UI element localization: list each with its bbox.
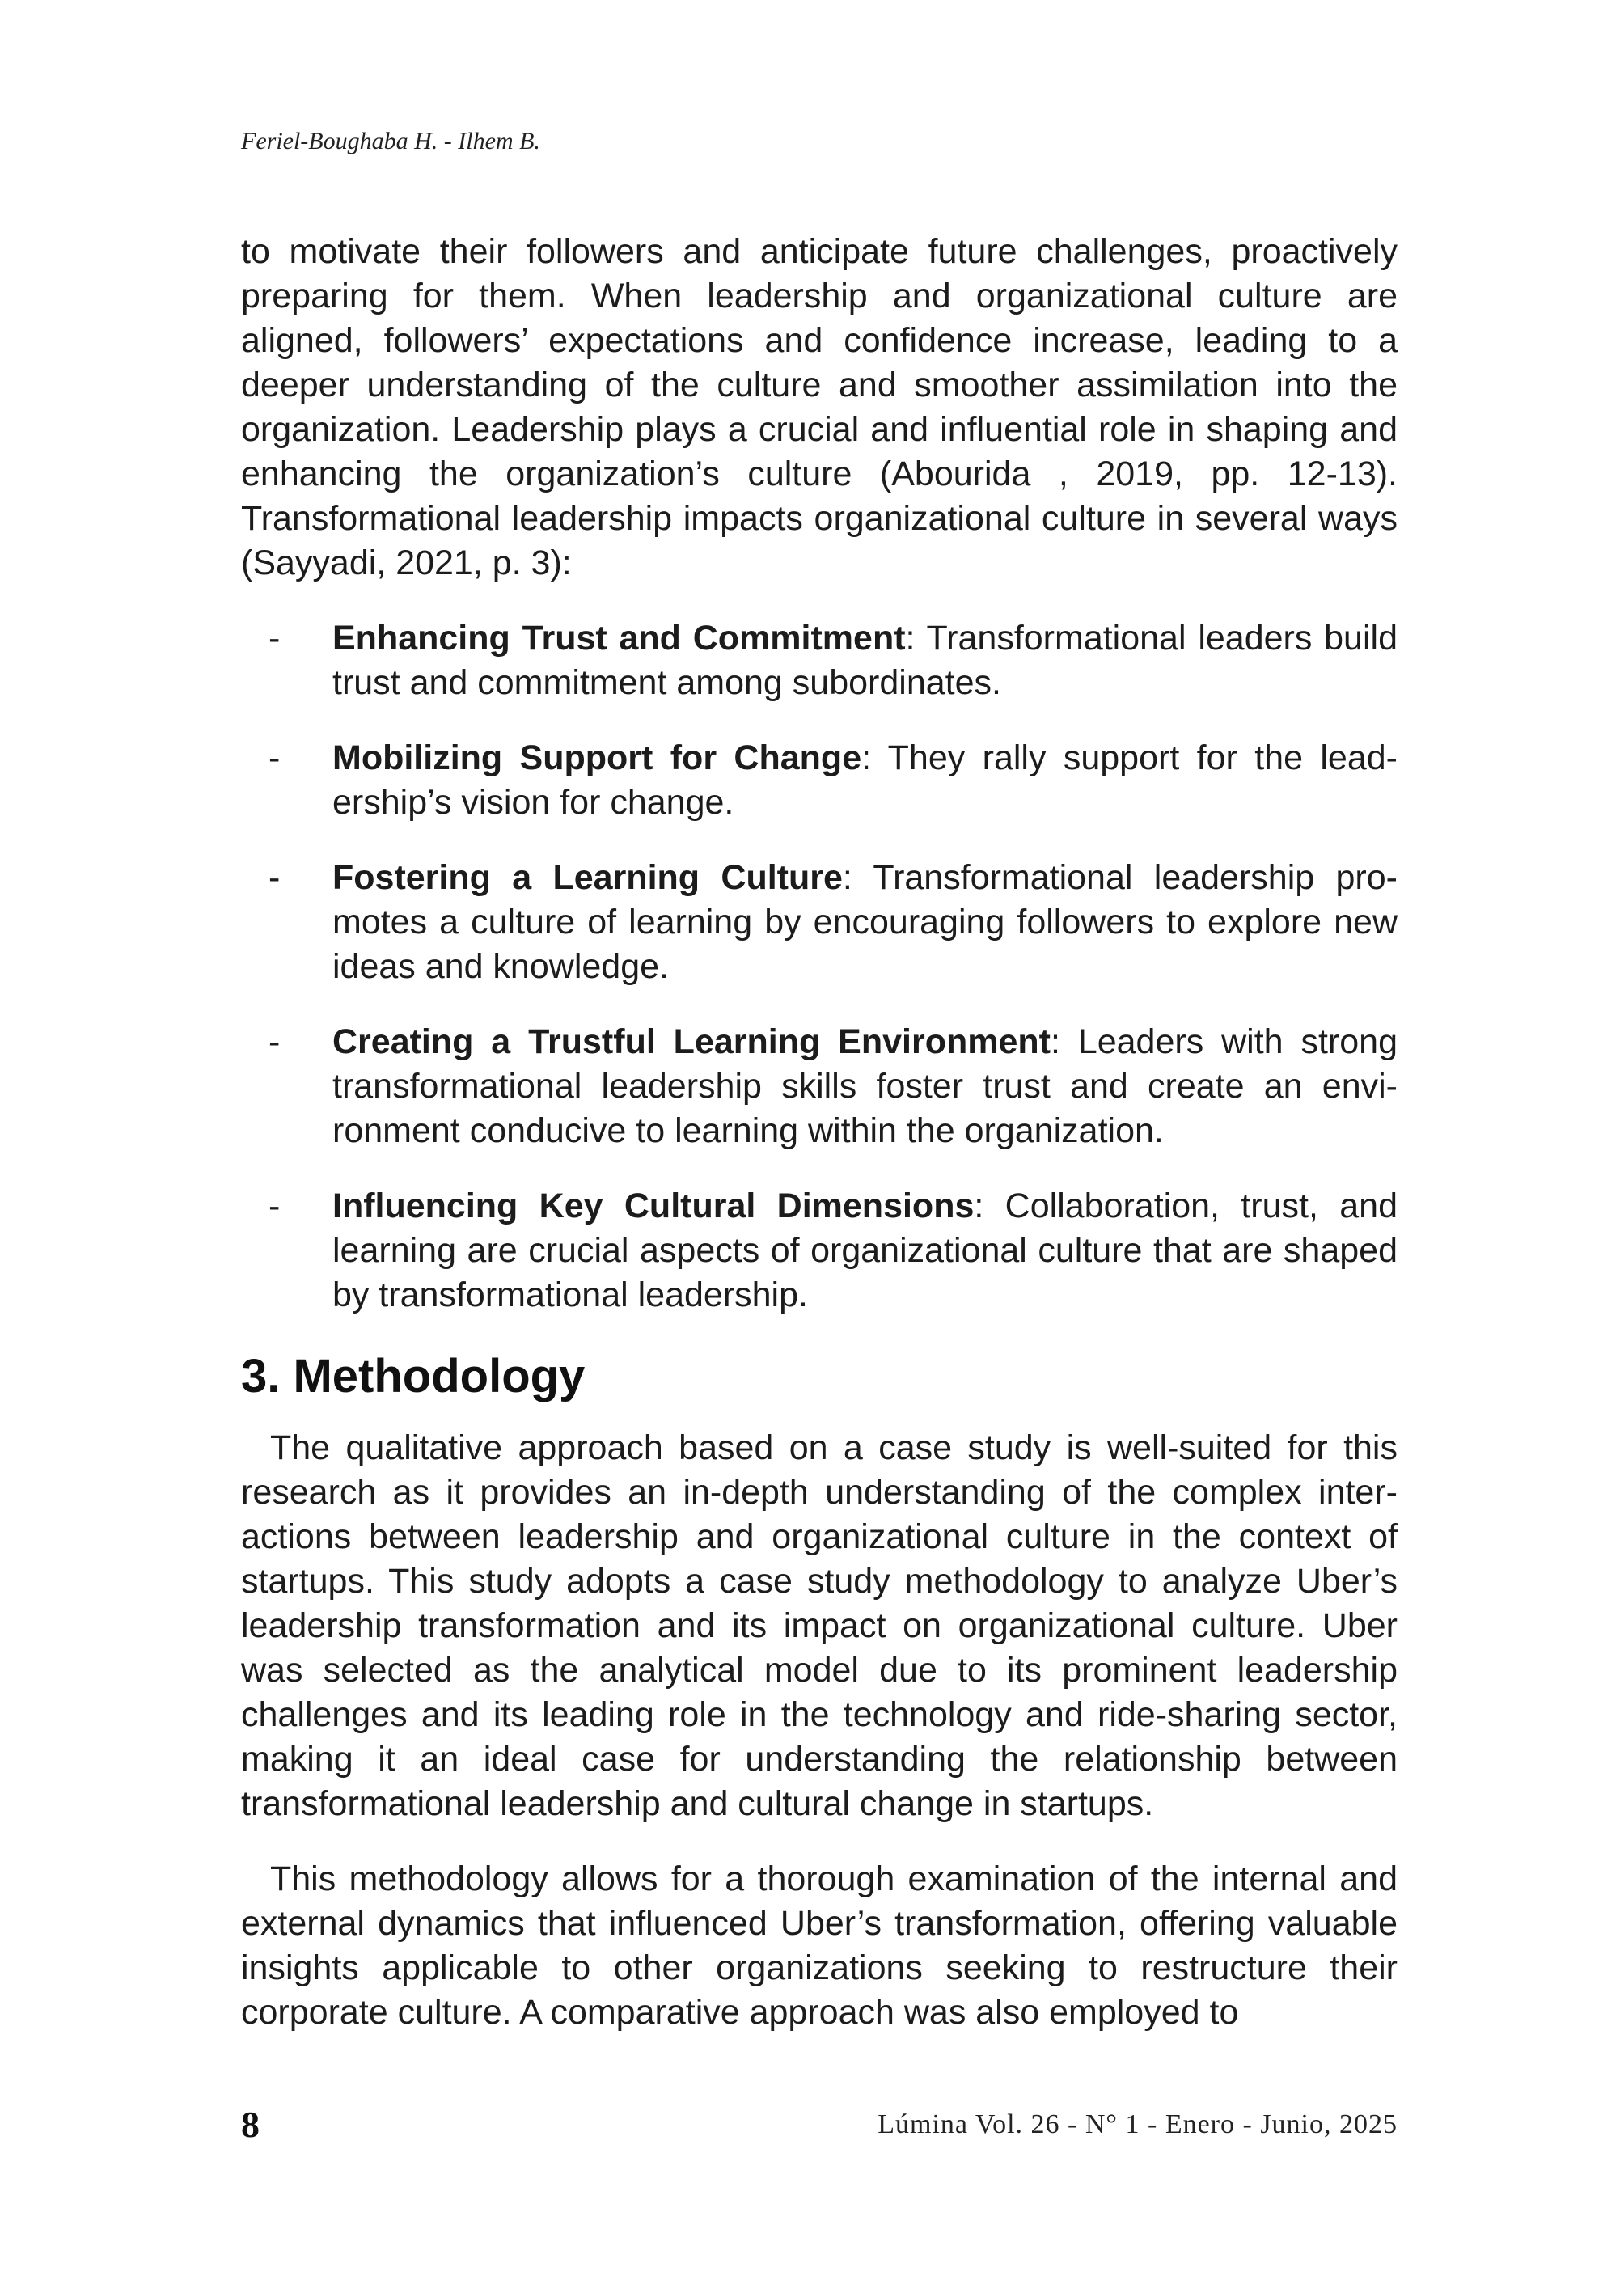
bullet-list xyxy=(241,616,1398,1318)
bullet-text: : Transformational leadership promotes a culture of learning by encouraging followers to explore new ideas and knowledge. xyxy=(332,858,1398,986)
bullet-dash: - xyxy=(269,858,281,897)
bullet-text: : Leaders with strong transformational leadership skills foster trust and create an environment conducive to learning within the organization. xyxy=(332,1022,1398,1150)
bullet-item xyxy=(241,736,1398,825)
bullet-dash: - xyxy=(269,738,281,777)
bullet-term: Creating a Trustful Learning Environment xyxy=(332,1022,1051,1061)
methodology-paragraph: The qualitative approach based on a case study is well-suited for this research as it provides an in-depth understanding of the complex interactions between leadership and organizational culture in the context of startups. This study adopts a case study methodology to analyze Uber’s leadership transformation and its impact on organizational culture. Uber was selected as the analytical model due to its prominent leadership challenges and its leading role in the technology and ride-sharing sector, making it an ideal case for understanding the relationship between transformational leadership and cultural change in startups. xyxy=(241,1428,1398,1823)
bullet-term: Influencing Key Cultural Dimensions xyxy=(332,1187,975,1225)
methodology-paragraph: This methodology allows for a thorough examination of the internal and external dynamics that influenced Uber’s transformation, offering valuable insights applicable to other organizations seeking to restructure their corporate culture. A comparative approach was also employed to xyxy=(241,1859,1398,2032)
bullet-text: : Collaboration, trust, and learning are crucial aspects of organizational culture that are shaped by transformational leadership. xyxy=(332,1187,1398,1314)
running-head-authors: Feriel-Boughaba H. - Ilhem B. xyxy=(241,128,540,154)
bullet-term: Fostering a Learning Culture xyxy=(332,858,843,897)
section-heading: 3. Methodology xyxy=(241,1350,586,1402)
bullet-item xyxy=(241,1184,1398,1318)
journal-citation: Lúmina Vol. 26 - N° 1 - Enero - Junio, 2025 xyxy=(878,2109,1398,2139)
bullet-dash: - xyxy=(269,1187,281,1225)
bullet-term: Mobilizing Support for Change xyxy=(332,738,862,777)
bullet-text: : They rally support for the leadership’s vision for change. xyxy=(332,738,1398,822)
page-number: 8 xyxy=(241,2104,260,2145)
bullet-item xyxy=(241,856,1398,989)
page-footer xyxy=(241,2103,1398,2151)
bullet-item xyxy=(241,1020,1398,1153)
bullet-text: : Transformational leaders build trust and commitment among subordinates. xyxy=(332,619,1398,702)
intro-paragraph: to motivate their followers and anticipate future challenges, proactively preparing for them. When leadership and organizational culture are aligned, followers’ expectations and confidence increase, leading to a deeper understanding of the culture and smoother assimilation into the organization. Leadership plays a crucial and influential role in shaping and enhancing the organization’s culture (Abourida , 2019, pp. 12-13). Transformational leadership impacts organizational culture in several ways (Sayyadi, 2021, p. 3): xyxy=(241,232,1398,582)
body-content xyxy=(241,230,1398,2035)
bullet-dash: - xyxy=(269,619,281,658)
bullet-dash: - xyxy=(269,1022,281,1061)
bullet-term: Enhancing Trust and Commitment xyxy=(332,619,906,658)
bullet-item xyxy=(241,616,1398,705)
